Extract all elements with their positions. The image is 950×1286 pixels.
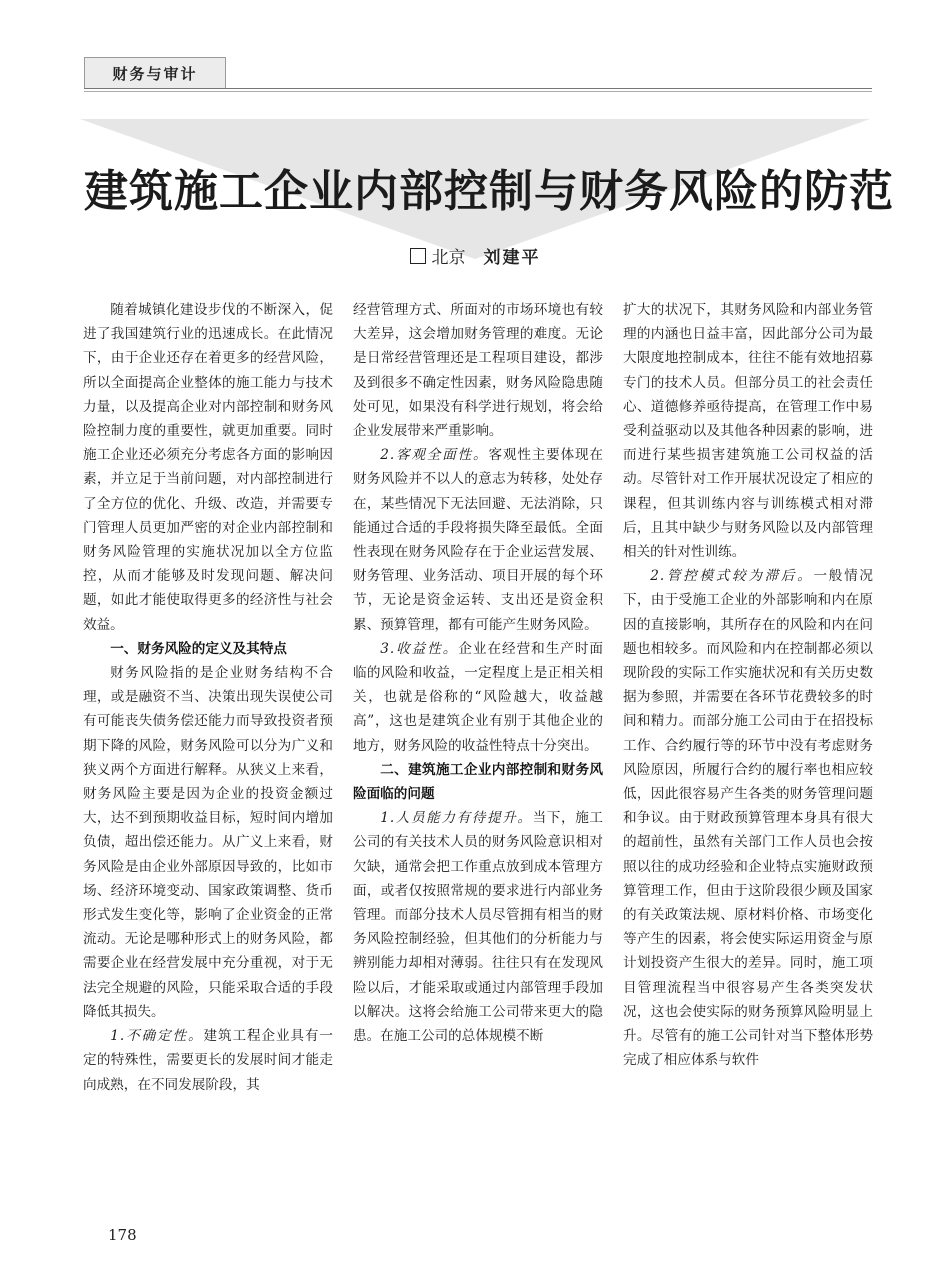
column-1: [83, 298, 333, 1097]
column-2: [353, 298, 603, 1048]
paragraph: 随着城镇化建设步伐的不断深入，促进了我国建筑行业的迅速成长。在此情况下，由于企业还存在着更多的经营风险，所以全面提高企业整体的施工能力与技术力量，以及提高企业对内部控制和财务风险控制力度的重要性，就更加重要。同时施工企业还必须充分考虑各方面的影响因素，并立足于当前问题，对内部控制进行了全方位的优化、升级、改造，并需要专门管理人员更加严密的对企业内部控制和财务风险管理的实施状况加以全方位监控，从而才能够及时发现问题、解决问题，如此才能使取得更多的经济性与社会效益。: [83, 302, 333, 633]
point-label: 1.人员能力有待提升。: [380, 810, 533, 827]
paragraph: [623, 564, 873, 1072]
byline: [0, 243, 950, 268]
paragraph: 扩大的状况下，其财务风险和内部业务管理的内涵也日益丰富，因此部分公司为最大限度地控制成本，往往不能有效地招募专门的技术人员。但部分员工的社会责任心、道德修养亟待提高，在管理工作中易受利益驱动以及其他各种因素的影响，进而进行某些损害建筑施工公司权益的活动。尽管针对工作开展状况设定了相应的课程，但其训练内容与训练模式相对滞后，且其中缺少与财务风险以及内部管理相关的针对性训练。: [623, 302, 873, 561]
column-3: [623, 298, 873, 1073]
point-text: 企业在经营和生产时面临的风险和收益，一定程度上是正相关相关，也就是俗称的“风险越大，收益越高”，这也是建筑企业有别于其他企业的地方，财务风险的收益性特点十分突出。: [353, 640, 603, 754]
point-label: 2.客观全面性。: [380, 447, 489, 464]
section-tab: 财务与审计: [84, 57, 226, 89]
paragraph: [353, 637, 603, 758]
point-label: 3.收益性。: [380, 640, 459, 657]
point-label: 1.不确定性。: [110, 1028, 204, 1045]
page-number: 178: [108, 1226, 137, 1244]
header-rule-secondary: [84, 91, 872, 92]
point-text: 一般情况下，由于受施工企业的外部影响和内在原因的直接影响，其所存在的风险和内在问题也相较多。而风险和内在控制都必须以现阶段的实际工作实施状况和有关历史数据为参照，并需要在各环节花费较多的时间和精力。而部分施工公司由于在招投标工作、合约履行等的环节中没有考虑财务风险原因，所履行合约的履行率也相应较低，因此很容易产生各类的财务管理问题和争议。由于财政预算管理本身具有很大的超前性，虽然有关部门工作人员也会按照以往的成功经验和企业特点实施财政预算管理工作，但由于这阶段很少顾及国家的有关政策法规、原材料价格、市场变化等产生的因素，将会使实际运用资金与原计划投资产生很大的差异。同时，施工项目管理流程当中很容易产生各类突发状况，这也会使实际的财务预算风险明显上升。尽管有的施工公司针对当下整体形势完成了相应体系与软件: [623, 568, 873, 1069]
section-heading-2: 二、建筑施工企业内部控制和财务风险面临的问题: [353, 761, 603, 803]
paragraph: [353, 806, 603, 1048]
author-name: 刘建平: [483, 248, 541, 268]
point-text: 客观性主要体现在财务风险并不以人的意志为转移，处处存在，某些情况下无法回避、无法消除，只能通过合适的手段将损失降至最低。全面性表现在财务风险存在于企业运营发展、财务管理、业务活动、项目开展的每个环节，无论是资金运转、支出还是资金积累、预算管理，都有可能产生财务风险。: [353, 447, 603, 633]
paragraph: [353, 443, 603, 637]
section-heading-1: 一、财务风险的定义及其特点: [110, 640, 287, 657]
paragraph: 经营管理方式、所面对的市场环境也有较大差异，这会增加财务管理的难度。无论是日常经营管理还是工程项目建设，都涉及到很多不确定性因素，财务风险隐患随处可见，如果没有科学进行规划，将会给企业发展带来严重影响。: [353, 302, 603, 440]
article-title: 建筑施工企业内部控制与财务风险的防范: [84, 166, 894, 217]
header-rule: [84, 88, 872, 89]
point-label: 2.管控模式较为滞后。: [650, 568, 814, 585]
byline-box-icon: [410, 248, 426, 264]
paragraph: 财务风险指的是企业财务结构不合理，或是融资不当、决策出现失误使公司有可能丧失债务偿还能力而导致投资者预期下降的风险，财务风险可以分为广义和狭义两个方面进行解释。从狭义上来看，财务风险主要是因为企业的投资金额过大，达不到预期收益目标，短时间内增加负债，超出偿还能力。从广义上来看，财务风险是由企业外部原因导致的，比如市场、经济环境变动、国家政策调整、货币形式发生变化等，影响了企业资金的正常流动。无论是哪种形式上的财务风险，都需要企业在经营发展中充分重视，对于无法完全规避的风险，只能采取合适的手段降低其损失。: [83, 665, 333, 1020]
point-text: 当下，施工公司的有关技术人员的财务风险意识相对欠缺，通常会把工作重点放到成本管理方面，或者仅按照常规的要求进行内部业务管理。而部分技术人员尽管拥有相当的财务风险控制经验，但其他们的分析能力与辨别能力却相对薄弱。往往只有在发现风险以后，才能采取或通过内部管理手段加以解决。这将会给施工公司带来更大的隐患。在施工公司的总体规模不断: [353, 810, 603, 1045]
point-text: 建筑工程企业具有一定的特殊性，需要更长的发展时间才能走向成熟，在不同发展阶段，其: [83, 1028, 333, 1093]
paragraph: [83, 1024, 333, 1097]
author-location: 北京: [431, 248, 466, 268]
